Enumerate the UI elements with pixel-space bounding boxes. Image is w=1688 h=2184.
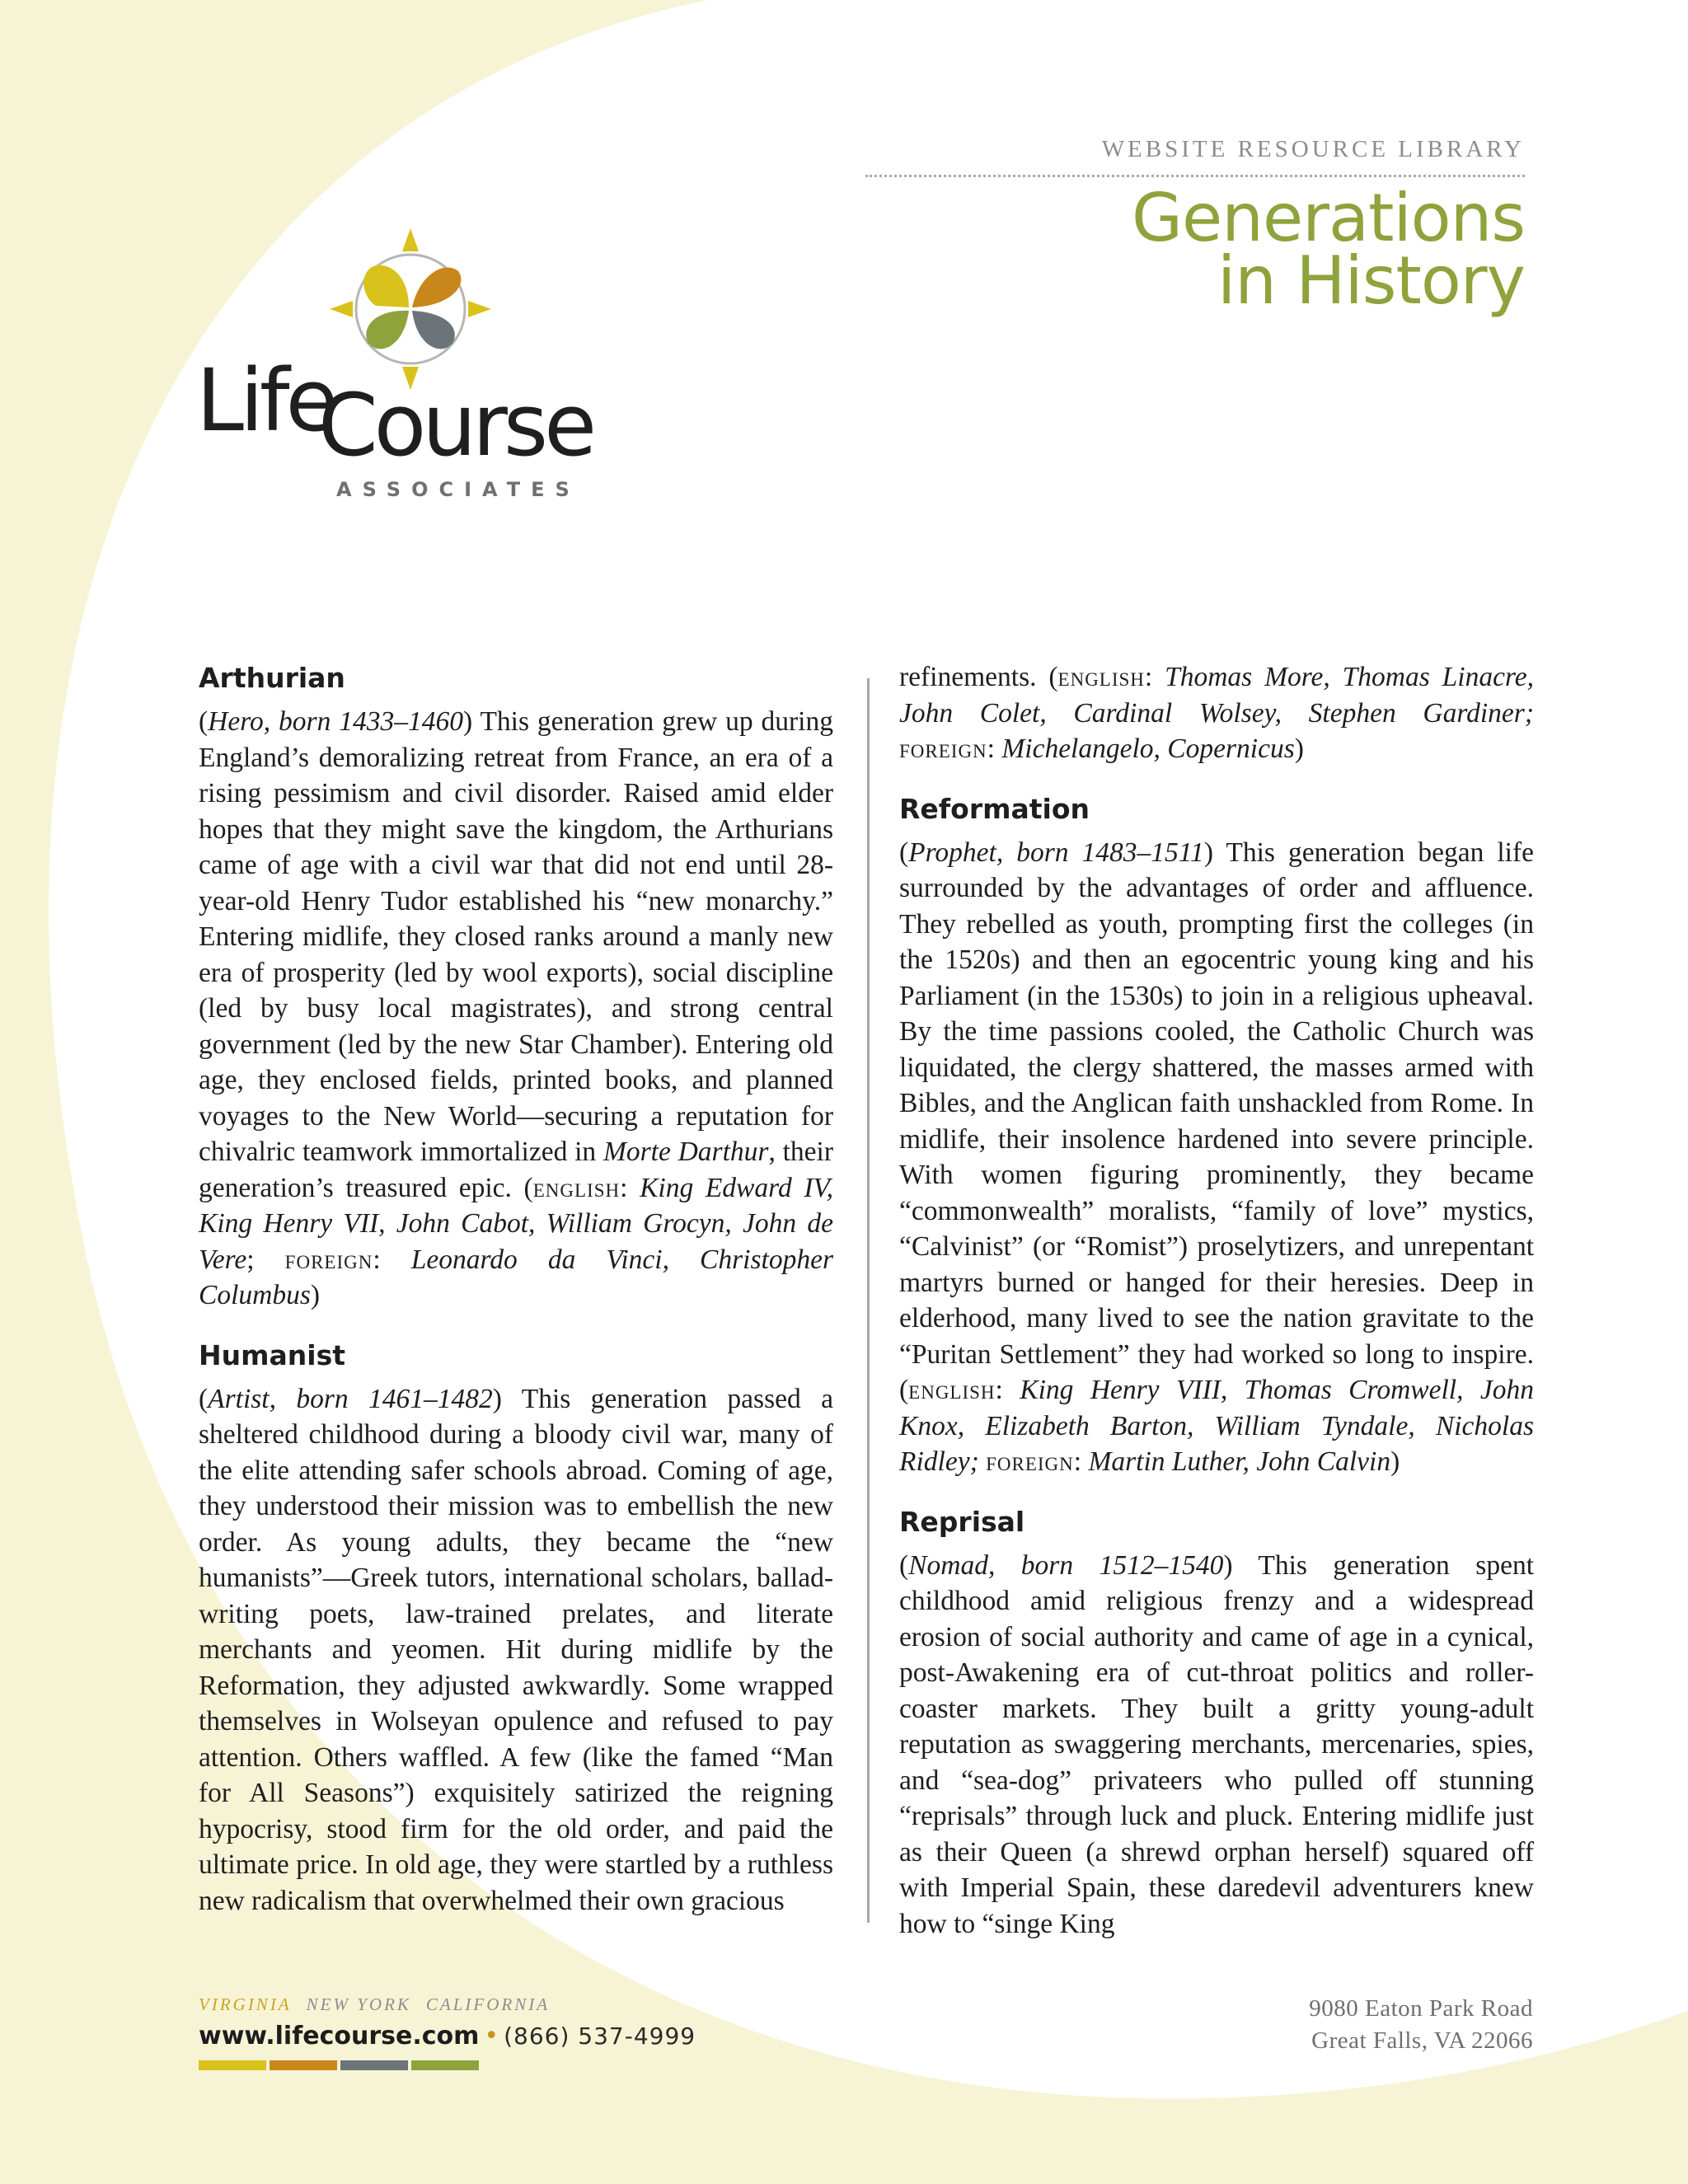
label-english: english (1057, 662, 1145, 692)
section-body: (Nomad, born 1512–1540) This generation spent childhood amid religious frenzy and a widespread erosion of social authority and came of age in a cynical, post-Awakening era of cut-throat politics and roller-coaster markets. They built a gritty young-adult reputation as swaggering merchants, mercenaries, spies, and “sea-dog” privateers who pulled off stunning “reprisals” through luck and pluck. Entering midlife just as their Queen (a shrewd orphan herself) squared off with Imperial Spain, these daredevil adventurers knew how to “singe King (899, 1549, 1535, 1939)
location-virginia: VIRGINIA (199, 1994, 292, 2014)
color-swatch-gray (340, 2060, 408, 2070)
section-body: refinements. (english: Thomas More, Thomas Linacre, John Colet, Cardinal Wolsey, Stephen Gardiner; foreign: Michelangelo, Copernicus) (899, 662, 1534, 764)
location-california: CALIFORNIA (425, 1994, 551, 2014)
section-body: (Prophet, born 1483–1511) This generation began life surrounded by the advantages of order and affluence. They rebelled as youth, prompting first the colleges (in the 1520s) and then an egocentric young king and his Parliament (in the 1530s) to join in a religious upheaval. By the time passions cooled, the Catholic Church was liquidated, the clergy shattered, the masses armed with Bibles, and the Anglican faith unshackled from Rome. In midlife, their insolence hardened into severe principle. With women figuring prominently, they became “commonwealth” moralists, “family of love” mystics, “Calvinist” (or “Romist”) proselytizers, and unrepentant martyrs burned or hanged for their heresies. Deep in elderhood, many lived to see the nation gravitate to the “Puritan Settlement” they had worked so long to inspire. (english: King Henry VIII, Thomas Cromwell, John Knox, Elizabeth Barton, William Tyndale, Nicholas Ridley; foreign: Martin Luther, John Calvin) (899, 837, 1534, 1477)
section-heading: Arthurian (199, 662, 345, 694)
address-line-2: Great Falls, VA 22066 (1311, 2027, 1533, 2054)
left-column (199, 659, 833, 1942)
archetype-lead: Artist, born 1461–1482 (208, 1383, 493, 1414)
lifecourse-logo (196, 227, 593, 507)
label-english: english (532, 1172, 621, 1203)
foreign-names: Leonardo da Vinci, Christopher Columbus (199, 1244, 833, 1310)
section-arthurian (199, 659, 833, 1314)
section-body: (Hero, born 1433–1460) This generation grew up during England’s demoralizing retreat from France, an era of a rising pessimism and civil disorder. Raised amid elder hopes that they might save the kingdom, the Arthurians came of age with a civil war that did not end until 28-year-old Henry Tudor established his “new monarchy.” Entering midlife, they closed ranks around a manly new era of prosperity (led by wool exports), social discipline (led by busy local magistrates), and strong central government (led by the new Star Chamber). Entering old age, they enclosed fields, printed books, and planned voyages to the New World—securing a reputation for chivalric teamwork immortalized in Morte Darthur, their generation’s treasured epic. (english: King Edward IV, King Henry VII, John Cabot, William Grocyn, John de Vere; foreign: Leonardo da Vinci, Christopher Columbus) (199, 706, 834, 1310)
label-english: english (908, 1375, 996, 1405)
section-heading: Reprisal (899, 1505, 1025, 1538)
color-swatch-green (411, 2060, 479, 2070)
english-names: King Henry VIII, Thomas Cromwell, John Knox, Elizabeth Barton, William Tyndale, Nicholas Ridley; (899, 1375, 1534, 1477)
label-foreign: foreign (284, 1244, 373, 1275)
logo-wordmark-associates: ASSOCIATES (336, 478, 580, 501)
page-title (865, 180, 1525, 319)
color-swatch-yellow (199, 2060, 266, 2070)
column-divider (867, 678, 870, 1923)
title-line-1: Generations (1132, 180, 1525, 256)
bullet-icon: • (484, 2022, 499, 2050)
section-heading: Humanist (199, 1338, 345, 1371)
epic-title: Morte Darthur (603, 1137, 769, 1167)
logo-wordmark-course: Course (318, 375, 593, 476)
logo-wordmark-life: Life (196, 350, 335, 451)
section-humanist-continued (899, 659, 1534, 767)
label-foreign: foreign (986, 1446, 1074, 1477)
archetype-lead: Nomad, born 1512–1540 (908, 1549, 1224, 1581)
footer-address (1309, 1993, 1533, 2057)
brand-color-bar (199, 2060, 696, 2070)
foreign-names: Martin Luther, John Calvin (1088, 1446, 1391, 1477)
title-line-2: in History (1217, 242, 1525, 319)
location-new-york: NEW YORK (306, 1994, 411, 2014)
section-reprisal (899, 1503, 1534, 1943)
english-names: King Edward IV, King Henry VII, John Cabot, William Grocyn, John de Vere (199, 1172, 834, 1275)
archetype-lead: Hero, born 1433–1460 (208, 706, 463, 737)
color-swatch-orange (270, 2060, 337, 2070)
library-label: WEBSITE RESOURCE LIBRARY (865, 136, 1525, 177)
section-humanist (199, 1337, 833, 1919)
website-link[interactable]: www.lifecourse.com (199, 2022, 480, 2050)
right-column (899, 659, 1534, 1965)
address-line-1: 9080 Eaton Park Road (1309, 1995, 1533, 2022)
foreign-names: Michelangelo, Copernicus (1001, 733, 1295, 764)
section-body: (Artist, born 1461–1482) This generation passed a sheltered childhood during a bloody civil war, many of the elite attending safer schools abroad. Coming of age, they understood their mission was to embellish the new order. As young adults, they became the “new humanists”—Greek tutors, international scholars, ballad-writing poets, law-trained prelates, and literate merchants and yeomen. Hit during midlife by the Reformation, they adjusted awkwardly. Some wrapped themselves in Wolseyan opulence and refused to pay attention. Others waffled. A few (like the famed “Man for All Seasons”) exquisitely satirized the reigning hypocrisy, stood firm for the old order, and paid the ultimate price. In old age, they were startled by a ruthless new radicalism that overwhelmed their own gracious (199, 1383, 833, 1916)
section-heading: Reformation (899, 792, 1090, 825)
compass-emblem-icon (328, 227, 493, 391)
phone-number[interactable]: (866) 537-4999 (504, 2022, 696, 2050)
archetype-lead: Prophet, born 1483–1511 (908, 837, 1204, 868)
footer-contact (199, 1994, 696, 2070)
web-phone-line (199, 2022, 696, 2050)
header-block (865, 136, 1525, 319)
label-foreign: foreign (899, 733, 987, 764)
english-names: Thomas More, Thomas Linacre, John Colet, Cardinal Wolsey, Stephen Gardiner; (899, 662, 1534, 729)
section-reformation (899, 790, 1534, 1480)
office-locations (199, 1994, 696, 2015)
